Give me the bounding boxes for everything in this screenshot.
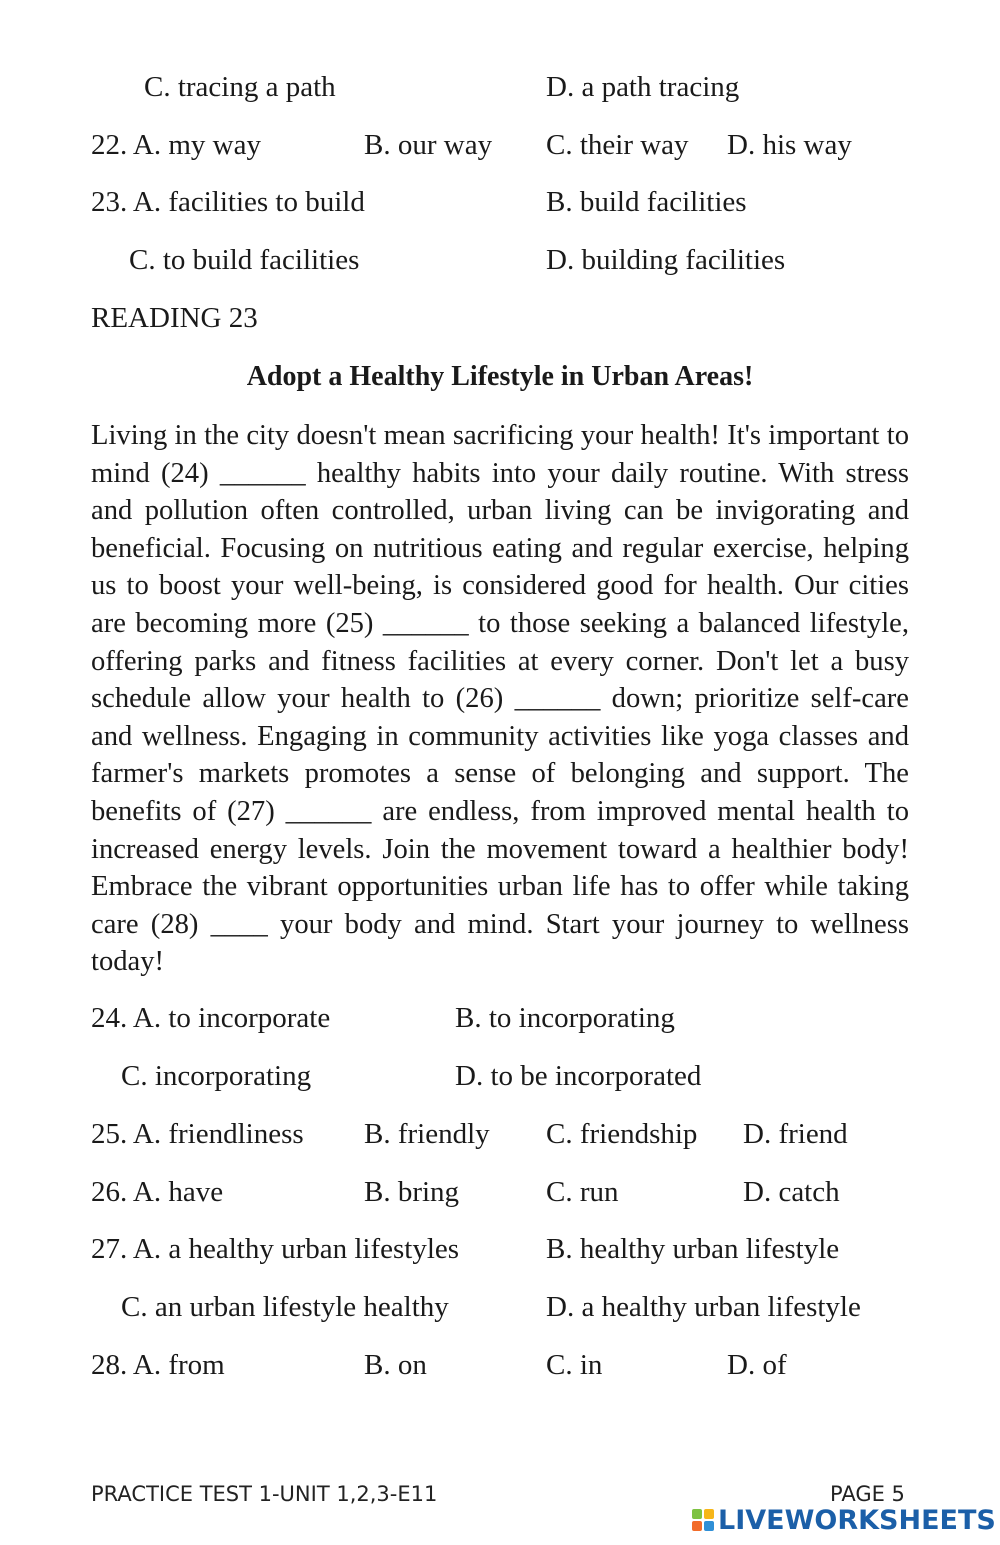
q25-option-d: D. friend — [743, 1118, 848, 1150]
q22-option-b: B. our way — [364, 129, 493, 161]
q27-option-b: B. healthy urban lifestyle — [546, 1233, 840, 1265]
reading-title: Adopt a Healthy Lifestyle in Urban Areas! — [246, 361, 754, 392]
q23-option-b: B. build facilities — [546, 186, 747, 218]
footer-page-number: PAGE 5 — [830, 1482, 905, 1506]
q25-option-a: 25. A. friendliness — [91, 1118, 304, 1150]
passage-text: Living in the city doesn't mean sacrificing your health! It's important to mind (24) ______ healthy habits into your daily routine. With stress and pollution often controlled, urban living can be invigorating and beneficial. Focusing on nutritious eating and regular exercise, helping us to boost your well-being, is considered good for health. Our cities are becoming more (25) ______ to those seeking a balanced lifestyle, offering parks and fitness facilities at every corner. Don't let a busy schedule allow your health to (26) ______ down; prioritize self-care and wellness. Engaging in community activities like yoga classes and farmer's markets promotes a sense of belonging and support. The benefits of (27) ______ are endless, from improved mental health to increased energy levels. Join the movement toward a healthier body! Embrace the vibrant opportunities urban life has to offer while taking care (28) ____ your body and mind. Start your journey to wellness today! — [91, 420, 909, 978]
q24-option-b: B. to incorporating — [455, 1002, 675, 1034]
reading-passage — [91, 417, 909, 981]
q23-option-c: C. to build facilities — [129, 244, 360, 276]
q21-option-d: D. a path tracing — [546, 71, 740, 103]
q28-option-a: 28. A. from — [91, 1349, 225, 1381]
q26-option-a: 26. A. have — [91, 1176, 224, 1208]
q22-option-c: C. their way — [546, 129, 689, 161]
q27-option-a: 27. A. a healthy urban lifestyles — [91, 1233, 460, 1265]
q28-option-c: C. in — [546, 1349, 603, 1381]
q27-option-d: D. a healthy urban lifestyle — [546, 1291, 861, 1323]
q26-option-b: B. bring — [364, 1176, 460, 1208]
q24-option-a: 24. A. to incorporate — [91, 1002, 331, 1034]
q25-option-c: C. friendship — [546, 1118, 698, 1150]
liveworksheets-logo — [692, 1505, 996, 1535]
q22-option-a: 22. A. my way — [91, 129, 261, 161]
liveworksheets-wordmark: LIVEWORKSHEETS — [718, 1504, 996, 1536]
q24-option-c: C. incorporating — [121, 1060, 312, 1092]
q23-option-a: 23. A. facilities to build — [91, 186, 365, 218]
reading-heading: READING 23 — [91, 302, 258, 334]
q22-option-d: D. his way — [727, 129, 852, 161]
q24-option-d: D. to be incorporated — [455, 1060, 702, 1092]
q25-option-b: B. friendly — [364, 1118, 490, 1150]
footer-test-name: PRACTICE TEST 1-UNIT 1,2,3-E11 — [91, 1482, 438, 1506]
q28-option-b: B. on — [364, 1349, 427, 1381]
q26-option-d: D. catch — [743, 1176, 840, 1208]
liveworksheets-mark-icon — [692, 1509, 714, 1531]
q28-option-d: D. of — [727, 1349, 787, 1381]
q21-option-c: C. tracing a path — [144, 71, 336, 103]
q23-option-d: D. building facilities — [546, 244, 786, 276]
q26-option-c: C. run — [546, 1176, 619, 1208]
q27-option-c: C. an urban lifestyle healthy — [121, 1291, 449, 1323]
